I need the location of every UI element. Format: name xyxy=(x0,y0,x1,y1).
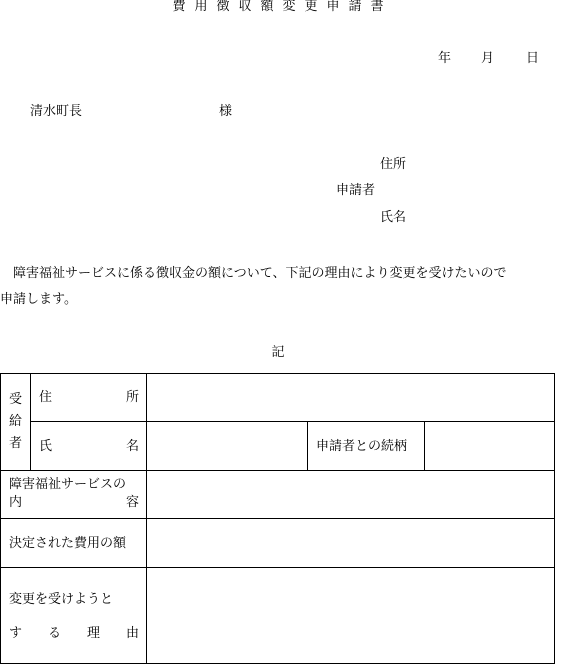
column-divider xyxy=(30,374,31,470)
body-line-1: 障害福祉サービスに係る徴収金の額について、下記の理由により変更を受けたいので xyxy=(13,266,507,281)
reason-label-char-3: 理 xyxy=(87,626,101,641)
body-line-2: 申請します。 xyxy=(0,292,77,307)
reason-label-line-1: 変更を受けようと xyxy=(9,592,114,607)
service-label-char-2: 容 xyxy=(126,495,140,510)
name-label-char-2: 名 xyxy=(126,439,140,454)
application-form-table xyxy=(0,373,555,664)
reason-label-char-2: る xyxy=(48,626,62,641)
applicant-address-label: 住所 xyxy=(380,157,407,172)
addressee: 清水町長 xyxy=(30,104,83,119)
address-label-char-2: 所 xyxy=(126,390,140,405)
ki-heading: 記 xyxy=(271,345,285,360)
address-label-char-1: 住 xyxy=(39,390,53,405)
date-day-label: 日 xyxy=(526,51,540,66)
recipient-address-field[interactable] xyxy=(147,374,555,421)
reason-label-char-1: す xyxy=(9,626,23,641)
recipient-group-char-2: 給 xyxy=(9,414,23,429)
date-month-label: 月 xyxy=(481,51,495,66)
name-label-char-1: 氏 xyxy=(39,439,53,454)
date-year-label: 年 xyxy=(438,51,452,66)
body-paragraph xyxy=(0,261,569,313)
applicant-label: 申請者 xyxy=(336,183,376,198)
relation-label: 申請者との続柄 xyxy=(316,439,408,454)
recipient-group-char-3: 者 xyxy=(9,436,23,451)
service-content-field[interactable] xyxy=(147,471,555,518)
reason-label-char-4: 由 xyxy=(126,626,140,641)
column-divider xyxy=(307,422,308,470)
recipient-group-char-1: 受 xyxy=(9,392,23,407)
recipient-name-field[interactable] xyxy=(147,422,307,470)
change-reason-field[interactable] xyxy=(147,568,555,664)
document-title: 費用徴収額変更申請書 xyxy=(172,0,393,14)
relation-field[interactable] xyxy=(425,422,555,470)
fee-amount-field[interactable] xyxy=(147,519,555,567)
fee-label: 決定された費用の額 xyxy=(9,536,127,551)
service-label-char-1: 内 xyxy=(9,495,23,510)
applicant-name-label: 氏名 xyxy=(380,210,407,225)
honorific: 様 xyxy=(219,104,233,119)
service-label-line-1: 障害福祉サービスの xyxy=(9,477,127,492)
